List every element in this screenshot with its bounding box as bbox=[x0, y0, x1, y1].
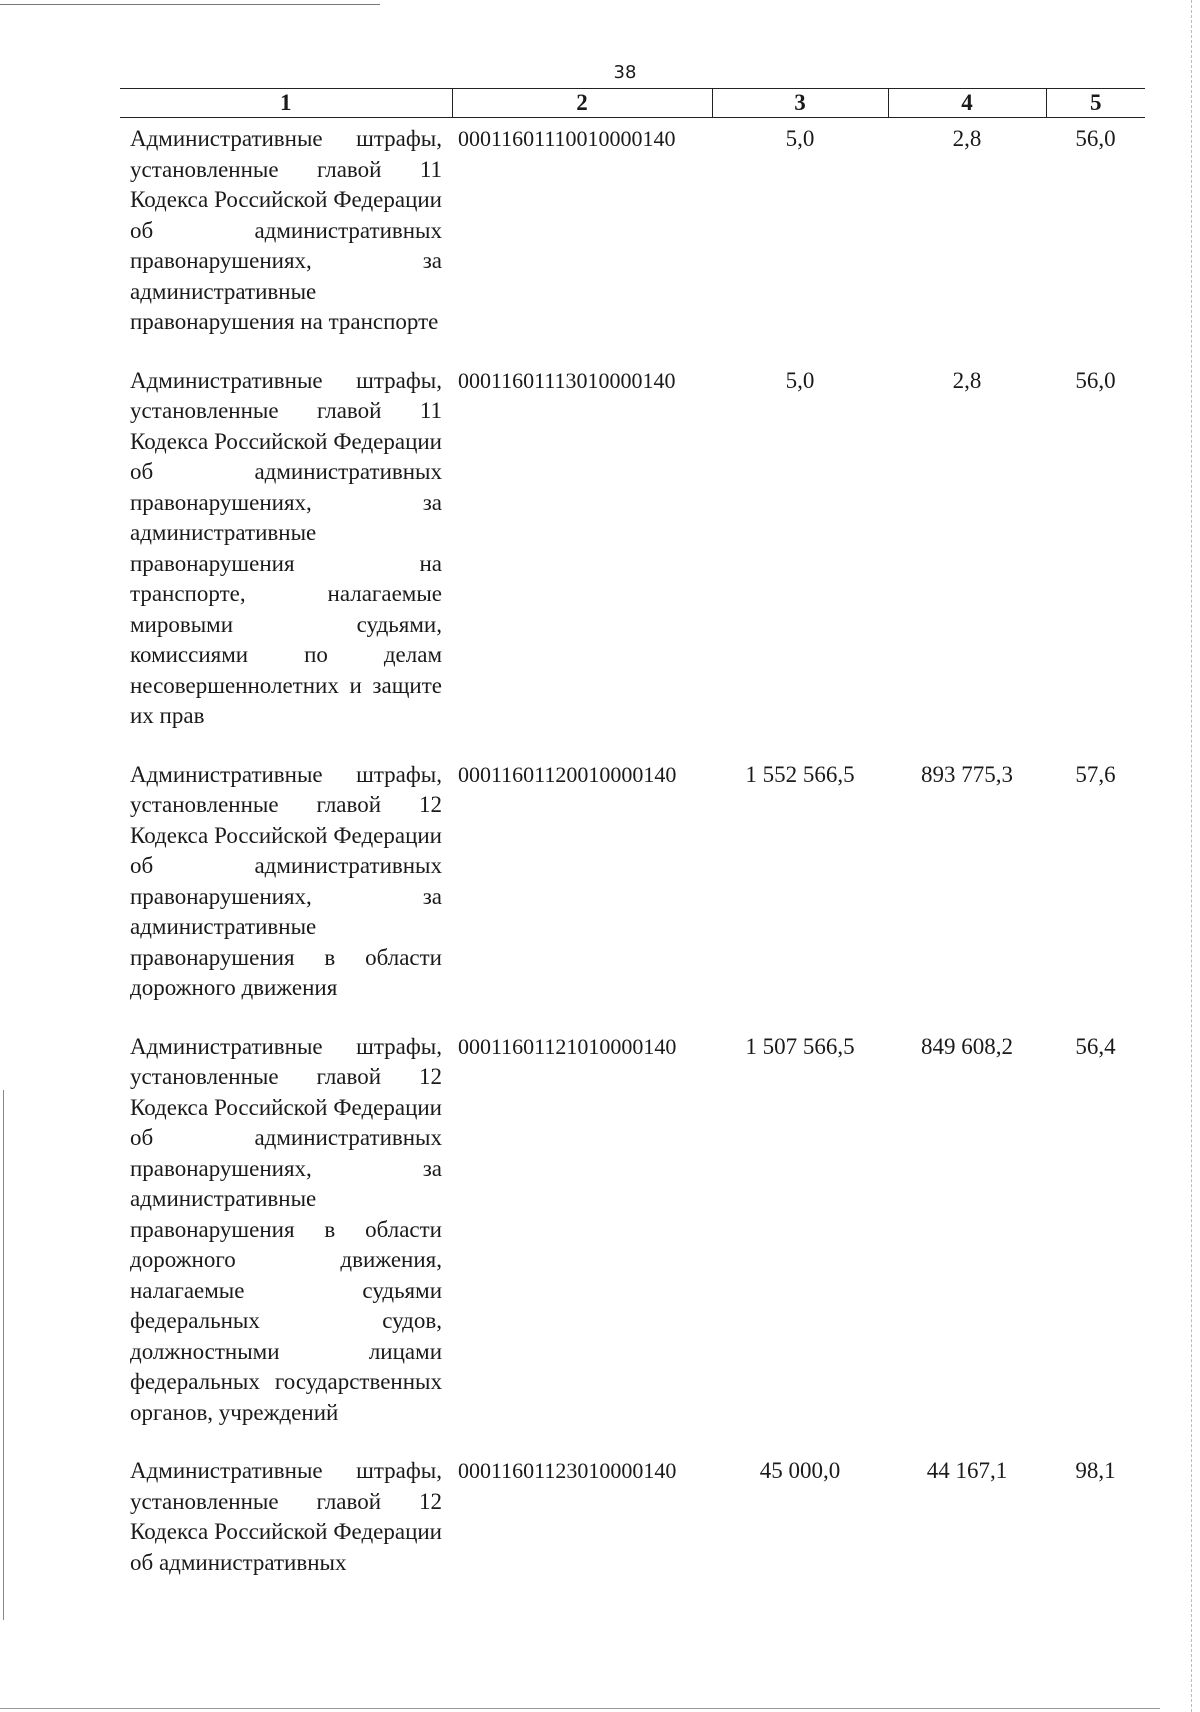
row-code: 00011601123010000140 bbox=[458, 1458, 677, 1483]
row-percent: 56,0 bbox=[1075, 126, 1116, 151]
table-row bbox=[120, 1450, 1145, 1600]
row-code: 00011601121010000140 bbox=[458, 1033, 677, 1059]
column-header-1: 1 bbox=[120, 89, 452, 118]
row-name: Административные штрафы, установленные главой 11 Кодекса Российской Федерации об административных правонарушениях, за административные правонарушения на транспорте bbox=[130, 126, 442, 334]
scan-edge-left bbox=[3, 1090, 4, 1620]
table-header bbox=[120, 89, 1145, 118]
table-row bbox=[120, 118, 1145, 360]
row-percent: 98,1 bbox=[1075, 1458, 1116, 1483]
scan-edge-bottom bbox=[0, 1708, 1160, 1709]
row-code: 00011601110010000140 bbox=[458, 126, 676, 151]
row-actual: 2,8 bbox=[952, 126, 982, 151]
row-percent: 56,0 bbox=[1075, 367, 1116, 393]
row-actual: 849 608,2 bbox=[921, 1033, 1013, 1059]
row-actual: 44 167,1 bbox=[926, 1458, 1008, 1483]
row-plan: 5,0 bbox=[785, 126, 815, 151]
row-name: Административные штрафы, установленные главой 12 Кодекса Российской Федерации об административных bbox=[130, 1458, 442, 1575]
row-percent: 56,4 bbox=[1075, 1033, 1116, 1059]
header-row bbox=[120, 89, 1145, 118]
column-header-4: 4 bbox=[888, 89, 1046, 118]
budget-table bbox=[120, 88, 1145, 1600]
row-code: 00011601120010000140 bbox=[458, 761, 677, 787]
row-code: 00011601113010000140 bbox=[458, 367, 676, 393]
row-name: Административные штрафы, установленные главой 12 Кодекса Российской Федерации об административных правонарушениях, за административные правонарушения в области дорожного движения bbox=[130, 761, 442, 1000]
table-row bbox=[120, 1026, 1145, 1451]
column-header-2: 2 bbox=[452, 89, 712, 118]
row-actual: 2,8 bbox=[952, 367, 982, 393]
column-header-5: 5 bbox=[1046, 89, 1145, 118]
table-row bbox=[120, 754, 1145, 1026]
row-actual: 893 775,3 bbox=[921, 761, 1013, 787]
column-header-3: 3 bbox=[712, 89, 888, 118]
page-number: 38 bbox=[613, 62, 637, 83]
row-plan: 5,0 bbox=[785, 367, 815, 393]
table-body bbox=[120, 118, 1145, 1601]
row-plan: 45 000,0 bbox=[759, 1458, 841, 1483]
scan-edge-top bbox=[0, 4, 380, 5]
row-percent: 57,6 bbox=[1075, 761, 1116, 787]
scan-edge-right bbox=[1191, 0, 1192, 1712]
row-plan: 1 507 566,5 bbox=[745, 1033, 855, 1059]
table-row bbox=[120, 360, 1145, 754]
row-plan: 1 552 566,5 bbox=[745, 761, 855, 787]
row-name: Административные штрафы, установленные главой 12 Кодекса Российской Федерации об административных правонарушениях, за административные правонарушения в области дорожного движения, налагаемые судьями федеральных судов, должностными лицами федеральных государственных органов, учреждений bbox=[130, 1033, 442, 1425]
row-name: Административные штрафы, установленные главой 11 Кодекса Российской Федерации об административных правонарушениях, за административные правонарушения на транспорте, налагаемые мировыми судьями, комиссиями по делам несовершеннолетних и защите их прав bbox=[130, 367, 442, 728]
